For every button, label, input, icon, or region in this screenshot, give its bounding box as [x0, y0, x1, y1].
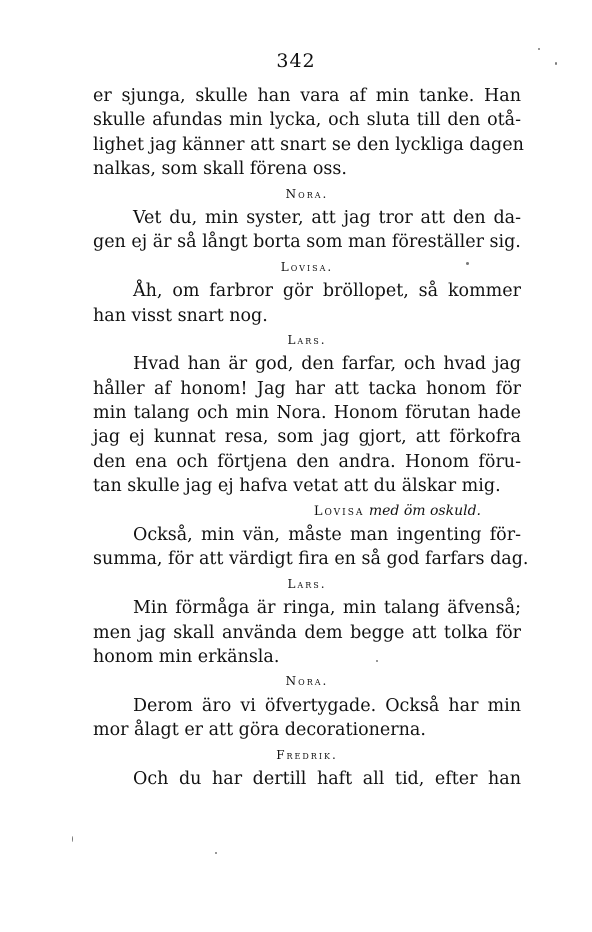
speaker-with-direction: [93, 499, 521, 523]
page-number: 342: [276, 50, 316, 72]
print-speck: [376, 660, 378, 662]
text-line: Och du har dertill haft all tid, efter han: [133, 768, 521, 789]
text-line: mor ålagt er att göra decorationerna.: [93, 720, 426, 741]
text-line: Vet du, min syster, att jag tror att den da-: [133, 207, 521, 228]
speaker-name: Nora.: [285, 186, 329, 201]
speaker-name: Lovisa: [313, 503, 365, 519]
text-line: tan skulle jag ej hafva vetat att du älskar mig.: [93, 476, 501, 497]
speaker-name: Lars.: [287, 332, 327, 347]
print-speck: [215, 852, 217, 854]
text-line: men jag skall använda dem begge att tolka för: [93, 622, 521, 643]
text-line: skulle afundas min lycka, och sluta till den otå-: [93, 110, 521, 131]
text-line: Också, min vän, måste man ingenting för-: [133, 525, 521, 546]
text-line: er sjunga, skulle han vara af min tanke. Han: [93, 86, 521, 106]
text-line: Min förmåga är ringa, min talang äfvenså;: [133, 598, 521, 619]
text-line: honom min erkänsla.: [93, 646, 280, 667]
text-line: han visst snart nog.: [93, 305, 268, 326]
text-line: den ena och förtjena den andra. Honom föru-: [93, 451, 521, 472]
speaker-name: Lars.: [287, 576, 327, 591]
text-line: gen ej är så långt borta som man föreställer sig.: [93, 232, 521, 253]
text-line: min talang och min Nora. Honom förutan hade: [93, 403, 521, 424]
text-line: Hvad han är god, den farfar, och hvad jag: [133, 354, 521, 375]
print-speck: [466, 262, 469, 265]
text-line: jag ej kunnat resa, som jag gjort, att förkofra: [93, 427, 521, 448]
speaker-name: Lovisa.: [280, 259, 334, 274]
print-speck: [555, 62, 557, 65]
text-line: summa, för att värdigt fira en så god farfars dag.: [93, 549, 529, 570]
text-line: lighet jag känner att snart se den lyckliga dagen: [93, 134, 524, 155]
stage-direction: med öm oskuld.: [368, 502, 481, 519]
text-line: håller af honom! Jag har att tacka honom för: [93, 378, 521, 399]
text-line: nalkas, som skall förena oss.: [93, 159, 347, 180]
text-line: Åh, om farbror gör bröllopet, så kommer: [133, 281, 521, 302]
speaker-name: Nora.: [285, 674, 329, 689]
speaker-name: Fredrik.: [276, 747, 338, 762]
text-block: [93, 84, 529, 791]
print-speck: [72, 836, 73, 842]
print-speck: [538, 48, 540, 50]
text-line: Derom äro vi öfvertygade. Också har min: [133, 695, 521, 716]
